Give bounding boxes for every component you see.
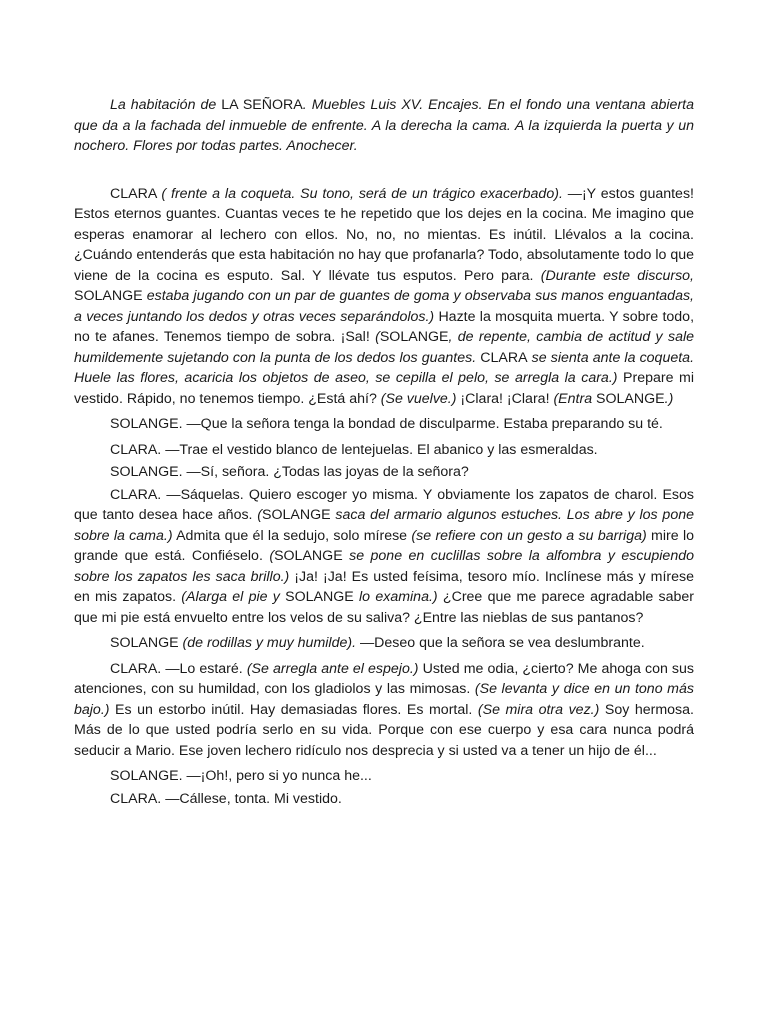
dialogue-text: Es un estorbo inútil. Hay demasiadas flores. Es mortal. [109, 701, 478, 718]
stage-direction-text: (Se arregla ante el espejo.) [246, 660, 419, 677]
stage-direction-text: , de repente, cambia de actitud y sale humildemente sujetando con la punta de los dedos los guantes. [74, 329, 695, 366]
dialogue-text: —Deseo que la señora se vea deslumbrante. [356, 635, 645, 651]
dialogue-text: Usted me odia, ¿cierto? Me ahoga con sus atenciones, con su humildad, con los gladiolos y las mimosas. [74, 660, 694, 697]
dialogue-text: Hazte la mosquita muerta. Y sobre todo, no te afanes. Tenemos tiempo de sobra. ¡Sal! [74, 308, 695, 345]
stage-direction-text: se pone en cuclillas sobre la alfombra y escupiendo sobre los zapatos les saca brillo.) [74, 548, 694, 585]
dialogue-text: SOLANGE. —¡Oh!, pero si yo nunca he... [110, 768, 372, 784]
dialogue-text: SOLANGE [285, 589, 354, 605]
dialogue-text: CLARA [110, 185, 162, 202]
stage-direction-text: ( [375, 329, 380, 345]
dialogue-text: CLARA. —Cállese, tonta. Mi vestido. [110, 790, 342, 807]
solange-speech-3 [74, 633, 694, 654]
stage-direction-text: (se refiere con un gesto a su barriga) [411, 527, 647, 544]
dialogue-text: SOLANGE [262, 507, 331, 523]
dialogue-text: ¡Ja! ¡Ja! Es usted feísima, tesoro mío. Inclínese más y mírese en mis zapatos. [74, 568, 694, 605]
stage-direction-text: (Se mira otra vez.) [477, 701, 600, 718]
clara-speech-1 [74, 184, 694, 410]
dialogue-text: mire lo grande que está. Confiéselo. [74, 527, 694, 564]
solange-speech-1 [74, 414, 694, 435]
stage-direction-text: (Entra [553, 390, 597, 407]
dialogue-text: SOLANGE. —Sí, señora. ¿Todas las joyas de la señora? [110, 464, 469, 480]
dialogue-text: CLARA. —Trae el vestido blanco de lentejuelas. El abanico y las esmeraldas. [110, 441, 598, 458]
stage-direction-text: ( frente a la coqueta. Su tono, será de un trágico exacerbado). [161, 185, 563, 202]
dialogue-text: ¡Clara! ¡Clara! [456, 390, 554, 407]
dialogue-text: Admita que él la sedujo, solo mírese [172, 527, 412, 544]
dialogue-text: SOLANGE. —Que la señora tenga la bondad de disculparme. Estaba preparando su té. [110, 416, 663, 432]
clara-speech-5 [74, 789, 694, 810]
stage-direction-text: (de rodillas y muy humilde). [182, 635, 357, 651]
stage-direction-text: (Durante este discurso, [540, 267, 694, 284]
dialogue-text: SOLANGE [379, 329, 449, 345]
dialogue-text: CLARA. —Lo estaré. [110, 660, 247, 677]
solange-speech-2 [74, 462, 694, 483]
dialogue-text: LA SEÑORA [221, 97, 303, 113]
stage-direction-text: . Muebles Luis XV. Encajes. En el fondo una ventana abierta que da a la fachada del inmueble de enfrente. A la derecha la cama. A la izquierda la puerta y un nochero. Flores por todas partes. Anochecer. [74, 97, 694, 154]
stage-direction-text: se sienta ante la coqueta. Huele las flores, acaricia los objetos de aseo, se cepilla el pelo, se arregla la cara.) [74, 349, 695, 386]
dialogue-text: Soy hermosa. Más de lo que usted podría serlo en su vida. Porque con ese cuerpo y esa cara nunca podrá seducir a Mario. Ese joven lechero ridículo nos desprecia y si usted va a tener un hijo de él... [74, 701, 694, 759]
stage-direction-text: estaba jugando con un par de guantes de goma y observaba sus manos enguantadas, a veces juntando los dedos y otras veces separándolos.) [74, 288, 694, 325]
stage-direction-text: (Se levanta y dice en un tono más bajo.) [74, 681, 694, 718]
clara-speech-4 [74, 659, 694, 762]
stage-direction-text: (Alarga el pie y [181, 589, 286, 605]
dialogue-text: SOLANGE [274, 548, 343, 564]
dialogue-text: —¡Y estos guantes! Estos eternos guantes. Cuantas veces te he repetido que los dejes en la cocina. Me imagino que esperas enamorar al lechero con ellos. No, no, no mientas. Es inútil. Llévalos a la cocina. ¿Cuándo entenderás que esta habitación no hay que profanarla? Todo, absolutamente todo lo que viene de la cocina es esputo. Sal. Y llévate tus esputos. Pero para. [74, 185, 694, 284]
dialogue-text: SOLANGE [110, 635, 183, 651]
dialogue-text: CLARA [480, 349, 528, 366]
stage-direction-text: ( [257, 507, 263, 523]
solange-speech-4 [74, 766, 694, 787]
stage-direction-text: lo examina.) [353, 589, 438, 605]
stage-direction-text: .) [664, 390, 674, 407]
dialogue-text: SOLANGE [596, 390, 665, 407]
clara-speech-3 [74, 485, 694, 629]
stage-direction-text: (Se vuelve.) [380, 390, 457, 407]
dialogue-text: Prepare mi vestido. Rápido, no tenemos tiempo. ¿Está ahí? [74, 370, 695, 407]
dialogue-text: ¿Cree que me parece agradable saber que mi pie está envuelto entre los velos de su saliva? ¿Entre las nieblas de sus pantanos? [74, 589, 695, 626]
stage-direction-paragraph [74, 95, 694, 157]
dialogue-text: CLARA. —Sáquelas. Quiero escoger yo misma. Y obviamente los zapatos de charol. Esos que tanto desea hace años. [74, 486, 694, 523]
play-text [74, 95, 694, 809]
dialogue-text: SOLANGE [74, 288, 143, 304]
stage-direction-text: La habitación de [110, 97, 222, 113]
stage-direction-text: saca del armario algunos estuches. Los abre y los pone sobre la cama.) [74, 507, 694, 544]
clara-speech-2 [74, 440, 694, 461]
stage-direction-text: ( [269, 548, 275, 564]
